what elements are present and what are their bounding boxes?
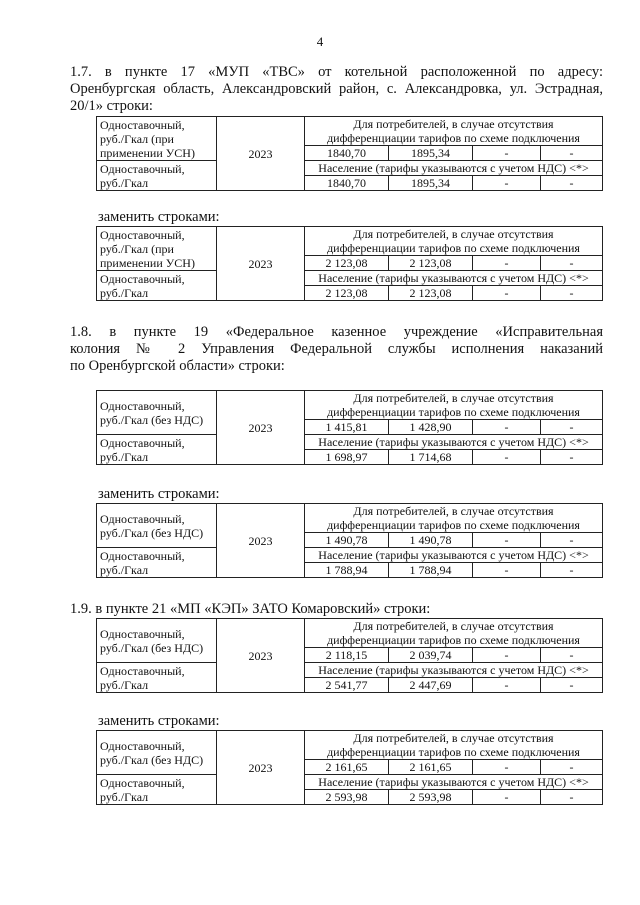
row-label-population [97,548,217,578]
row-label-single-rate [97,117,217,161]
row-label-line: руб./Гкал (при [100,131,174,146]
row-label-line: Одноставочный, [100,775,185,790]
tariff-value: - [473,146,541,161]
row-label-line: руб./Гкал [100,449,149,464]
section-text-line: 1.7. в пункте 17 «МУП «ТВС» от котельной расположенной по адресу: [70,64,603,80]
consumer-header [305,504,603,533]
row-label-single-rate [97,391,217,435]
tariff-value: 1 428,90 [389,420,473,435]
tariff-value: - [541,420,603,435]
population-header: Население (тарифы указываются с учетом НДС) <*> [305,663,603,678]
tariff-value: - [541,533,603,548]
row-label-single-rate [97,731,217,775]
year-cell: 2023 [217,227,305,301]
row-label-line: руб./Гкал (без НДС) [100,640,204,655]
header-line: Для потребителей, в случае отсутствия [353,731,554,745]
replace-label: заменить строками: [98,713,220,729]
tariff-value: 1 415,81 [305,420,389,435]
tariff-value: - [473,256,541,271]
tariff-value: 2 161,65 [389,760,473,775]
year-cell: 2023 [217,619,305,693]
row-label-line: Одноставочный, [100,738,185,753]
tariff-value: 2 039,74 [389,648,473,663]
tariff-value: - [473,678,541,693]
replace-label: заменить строками: [98,209,220,225]
row-label-line: руб./Гкал [100,562,149,577]
row-label-line: Одноставочный, [100,435,185,450]
tariff-value: 2 593,98 [305,790,389,805]
tariff-value: 2 161,65 [305,760,389,775]
row-label-line: применении УСН) [100,145,195,160]
year-cell: 2023 [217,117,305,191]
section-text-line: 20/1» строки: [70,98,153,114]
row-label-line: Одноставочный, [100,511,185,526]
section-1-9-text [70,601,603,618]
row-label-line: Одноставочный, [100,271,185,286]
tariff-value: 2 123,08 [305,286,389,301]
year-cell: 2023 [217,504,305,578]
row-label-line: руб./Гкал [100,285,149,300]
tariff-value: 1 490,78 [389,533,473,548]
population-header: Население (тарифы указываются с учетом НДС) <*> [305,271,603,286]
row-label-line: применении УСН) [100,255,195,270]
row-label-line: Одноставочный, [100,161,185,176]
tariff-value: - [473,286,541,301]
header-line: дифференциации тарифов по схеме подключения [327,745,580,759]
consumer-header [305,731,603,760]
tariff-value: - [541,563,603,578]
row-label-single-rate [97,504,217,548]
tariff-value: - [541,146,603,161]
tariff-value: 1 714,68 [389,450,473,465]
row-label-line: руб./Гкал (при [100,241,174,256]
tariff-value: 1 788,94 [305,563,389,578]
section-text-line: 1.9. в пункте 21 «МП «КЭП» ЗАТО Комаровский» строки: [70,601,431,617]
section-text-line: 1.8. в пункте 19 «Федеральное казенное учреждение «Исправительная [70,324,603,340]
population-header: Население (тарифы указываются с учетом НДС) <*> [305,435,603,450]
row-label-population [97,775,217,805]
row-label-line: Одноставочный, [100,398,185,413]
tariff-value: - [541,760,603,775]
table-edge [603,391,609,465]
table-edge [603,117,609,191]
tariff-table-1-8-old [96,390,609,465]
tariff-value: - [473,648,541,663]
tariff-value: 2 123,08 [389,256,473,271]
tariff-value: 2 447,69 [389,678,473,693]
tariff-value: - [541,648,603,663]
tariff-table-1-7-old [96,116,609,191]
row-label-single-rate [97,619,217,663]
header-line: Для потребителей, в случае отсутствия [353,504,554,518]
tariff-value: 1840,70 [305,176,389,191]
row-label-line: руб./Гкал (без НДС) [100,752,204,767]
tariff-value: 2 541,77 [305,678,389,693]
tariff-value: - [473,533,541,548]
tariff-value: - [473,450,541,465]
tariff-value: - [541,678,603,693]
row-label-population [97,161,217,191]
tariff-value: 1895,34 [389,176,473,191]
row-label-line: руб./Гкал [100,789,149,804]
header-line: дифференциации тарифов по схеме подключения [327,131,580,145]
tariff-value: - [541,256,603,271]
row-label-population [97,435,217,465]
tariff-value: - [473,563,541,578]
tariff-value: 2 118,15 [305,648,389,663]
consumer-header [305,117,603,146]
tariff-value: - [473,790,541,805]
tariff-table-1-9-new [96,730,609,805]
population-header: Население (тарифы указываются с учетом НДС) <*> [305,548,603,563]
tariff-value: 1840,70 [305,146,389,161]
header-line: Для потребителей, в случае отсутствия [353,227,554,241]
tariff-value: 1 490,78 [305,533,389,548]
section-text-line: колония № 2 Управления Федеральной службы исполнения наказаний [70,341,603,357]
tariff-value: 1 698,97 [305,450,389,465]
section-1-8-text [70,324,603,375]
tariff-value: - [473,420,541,435]
row-label-population [97,663,217,693]
page-number: 4 [316,34,324,49]
table-edge [603,504,609,578]
header-line: дифференциации тарифов по схеме подключения [327,633,580,647]
row-label-line: Одноставочный, [100,548,185,563]
section-text-line: Оренбургская область, Александровский район, с. Александровка, ул. Эстрадная, [70,81,603,97]
tariff-value: 2 593,98 [389,790,473,805]
consumer-header [305,227,603,256]
tariff-table-1-9-old [96,618,609,693]
tariff-value: - [541,286,603,301]
tariff-value: - [473,760,541,775]
tariff-value: 2 123,08 [305,256,389,271]
tariff-value: - [541,450,603,465]
year-cell: 2023 [217,731,305,805]
header-line: дифференциации тарифов по схеме подключения [327,518,580,532]
tariff-table-1-7-new [96,226,609,301]
header-line: Для потребителей, в случае отсутствия [353,619,554,633]
tariff-value: 1895,34 [389,146,473,161]
table-edge [603,619,609,693]
replace-label: заменить строками: [98,486,220,502]
row-label-line: руб./Гкал (без НДС) [100,412,204,427]
section-1-7-text [70,64,603,115]
row-label-line: Одноставочный, [100,626,185,641]
row-label-line: руб./Гкал [100,175,149,190]
row-label-population [97,271,217,301]
population-header: Население (тарифы указываются с учетом НДС) <*> [305,775,603,790]
table-edge [603,227,609,301]
tariff-value: - [541,176,603,191]
population-header: Население (тарифы указываются с учетом НДС) <*> [305,161,603,176]
consumer-header [305,619,603,648]
tariff-value: 1 788,94 [389,563,473,578]
header-line: Для потребителей, в случае отсутствия [353,117,554,131]
consumer-header [305,391,603,420]
tariff-table-1-8-new [96,503,609,578]
section-text-line: по Оренбургской области» строки: [70,358,285,374]
table-edge [603,731,609,805]
tariff-value: - [473,176,541,191]
row-label-single-rate [97,227,217,271]
header-line: дифференциации тарифов по схеме подключения [327,241,580,255]
row-label-line: руб./Гкал (без НДС) [100,525,204,540]
row-label-line: Одноставочный, [100,663,185,678]
header-line: дифференциации тарифов по схеме подключения [327,405,580,419]
tariff-value: 2 123,08 [389,286,473,301]
row-label-line: Одноставочный, [100,227,185,242]
tariff-value: - [541,790,603,805]
year-cell: 2023 [217,391,305,465]
row-label-line: руб./Гкал [100,677,149,692]
row-label-line: Одноставочный, [100,117,185,132]
header-line: Для потребителей, в случае отсутствия [353,391,554,405]
